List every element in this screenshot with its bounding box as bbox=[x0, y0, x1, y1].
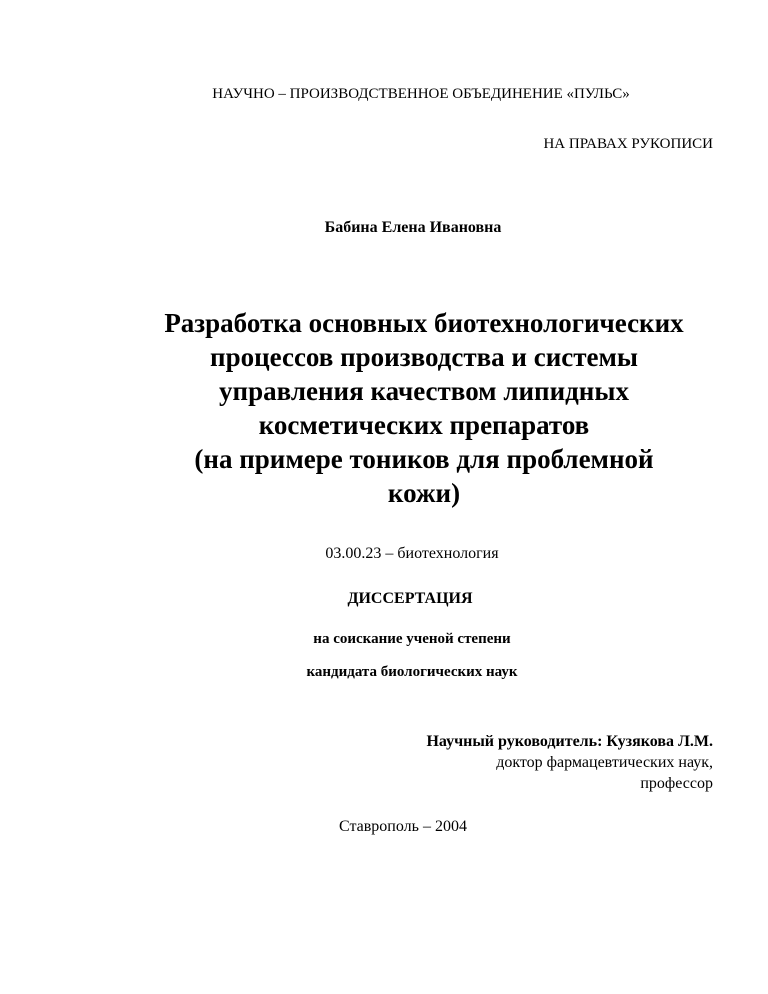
title-line: управления качеством липидных bbox=[219, 376, 629, 406]
dissertation-title bbox=[100, 306, 748, 510]
title-line: процессов производства и системы bbox=[210, 342, 638, 372]
author-name: Бабина Елена Ивановна bbox=[324, 219, 502, 236]
supervisor-rank: доктор фармацевтических наук, bbox=[496, 754, 713, 771]
title-line: кожи) bbox=[387, 478, 461, 508]
degree-line-2: кандидата биологических наук bbox=[306, 664, 518, 680]
title-line: Разработка основных биотехнологических bbox=[164, 308, 684, 338]
organization-name: НАУЧНО – ПРОИЗВОДСТВЕННОЕ ОБЪЕДИНЕНИЕ «ПУЛЬС» bbox=[212, 86, 630, 102]
supervisor-block bbox=[426, 731, 713, 794]
rights-notice: НА ПРАВАХ РУКОПИСИ bbox=[543, 136, 713, 152]
specialty-code: 03.00.23 – биотехнология bbox=[325, 545, 499, 562]
city-year: Ставрополь – 2004 bbox=[339, 818, 467, 835]
supervisor-title: профессор bbox=[640, 775, 713, 792]
document-type: ДИССЕРТАЦИЯ bbox=[347, 590, 473, 607]
title-line: (на примере тоников для проблемной bbox=[194, 444, 654, 474]
degree-line-1: на соискание ученой степени bbox=[313, 631, 511, 647]
supervisor-name: Научный руководитель: Кузякова Л.М. bbox=[426, 733, 713, 750]
title-line: косметических препаратов bbox=[258, 410, 590, 440]
